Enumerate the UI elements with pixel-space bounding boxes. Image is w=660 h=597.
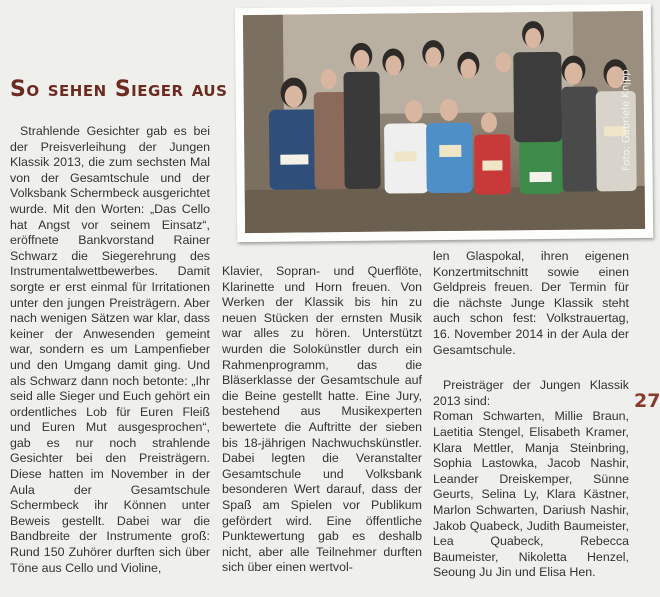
article-column-3-text: len Glaspokal, ihren eigenen Konzertmitschnitt sowie einen Geldpreis freuen. Der Termin für die nächste Junge Klassik steht auch schon fest: Volkstrauertag, 16. November 2014 in der Aula der Gesamtschule. (433, 249, 629, 357)
article-headline: So sehen Sieger aus (10, 77, 228, 102)
group-photo (243, 11, 645, 233)
winners-heading: Preisträger der Jungen Klassik 2013 sind: (433, 378, 629, 408)
group-photo-frame (235, 4, 653, 242)
article-column-1: Strahlende Gesichter gab es bei der Preisverleihung der Jungen Klassik 2013, die zum sechsten Mal von der Gesamtschule und der Volksbank Schermbeck ausgerichtet wurde. Mit den Worten: „Das Cello hat Angst vor seinem Einsatz“, eröffnete Bankvorstand Rainer Schwarz die Siegerehrung des Instrumentalwettbewerbes. Damit sorgte er erst einmal für Irritationen unter den jungen Preisträgern. Aber nach wenigen Sätzen war klar, dass keiner der Anwesenden gemeint war, sondern es um Lampenfieber und den Umgang damit ging. Und als Schwarz dann noch betonte: „Ihr seid alle Sieger und Euch gehört ein ordentliches Lob für Euren Fleiß und Euren Mut ausgesprochen“, gab es nur noch strahlende Gesichter bei den Preisträgern. Diese hatten im November in der Aula der Gesamtschule Schermbeck ihr Können unter Beweis gestellt. Dabei war die Bandbreite der Instrumente groß: Rund 150 Zuhörer durften sich über Töne aus Cello und Violine, (10, 124, 210, 575)
page-number: 27 (634, 390, 660, 412)
photo-credit: Foto: Gabriele Knjpp (620, 69, 633, 172)
article-column-2: Klavier, Sopran- und Querflöte, Klarinette und Horn freuen. Von Werken der Klassik bis hin zu neuen Stücken der ernsten Musik war alles zu hören. Unterstützt wurden die Solokünstler durch ein Rahmenprogramm, das die Bläserklasse der Gesamtschule auf die Beine gestellt hatte. Eine Jury, bestehend aus Musikexperten bewertete die Auftritte der sieben bis 18-jährigen Nachwuchskünstler. Dabei legten die Veranstalter Gesamtschule und Volksbank besonderen Wert darauf, dass der Spaß am Spielen vor Publikum gefördert wird. Eine öffentliche Punktewertung gab es deshalb nicht, aber alle Teilnehmer durften sich über einen wertvol- (222, 264, 422, 575)
winners-list: Roman Schwarten, Millie Braun, Laetitia Stengel, Elisabeth Kramer, Klara Mettler, Manja Steinbring, Sophia Lastowka, Jacob Nashir, Leander Dreiskemper, Sünne Geurts, Selina Ly, Klara Kästner, Marlon Schwarten, Dariush Nashir, Jakob Quabeck, Judith Baumeister, Lea Quabeck, Rebecca Baumeister, Nikoletta Henzel, Seoung Ju Jin und Elisa Hen. (433, 409, 629, 580)
group-photo-illustration (243, 11, 645, 233)
article-column-3 (433, 249, 629, 581)
